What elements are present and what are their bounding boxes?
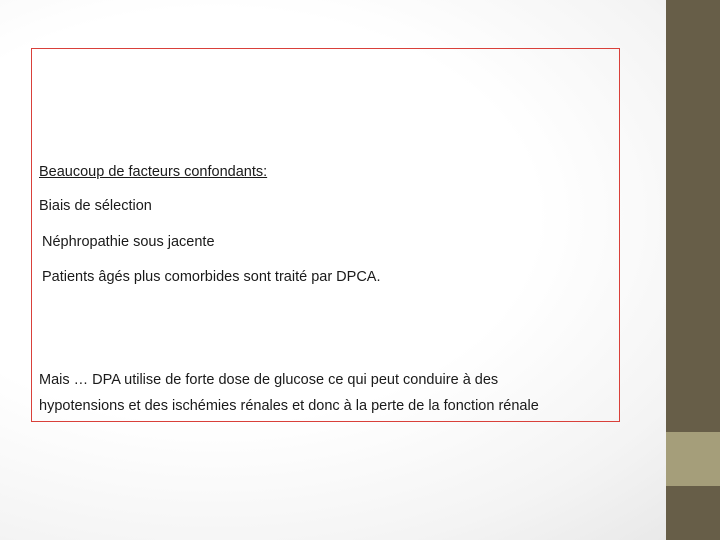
content-box bbox=[31, 48, 620, 422]
text-line-conclusion-1: Mais … DPA utilise de forte dose de glucose ce qui peut conduire à des bbox=[39, 372, 499, 388]
slide-heading: Beaucoup de facteurs confondants: bbox=[39, 164, 268, 180]
text-line-patients: Patients âgés plus comorbides sont traité par DPCA. bbox=[42, 269, 381, 285]
sidebar-accent-block bbox=[666, 432, 720, 486]
text-line-nephropathy: Néphropathie sous jacente bbox=[42, 234, 215, 250]
text-line-selection-bias: Biais de sélection bbox=[39, 198, 152, 214]
decorative-sidebar bbox=[666, 0, 720, 540]
text-line-conclusion-2: hypotensions et des ischémies rénales et donc à la perte de la fonction rénale bbox=[39, 398, 539, 414]
